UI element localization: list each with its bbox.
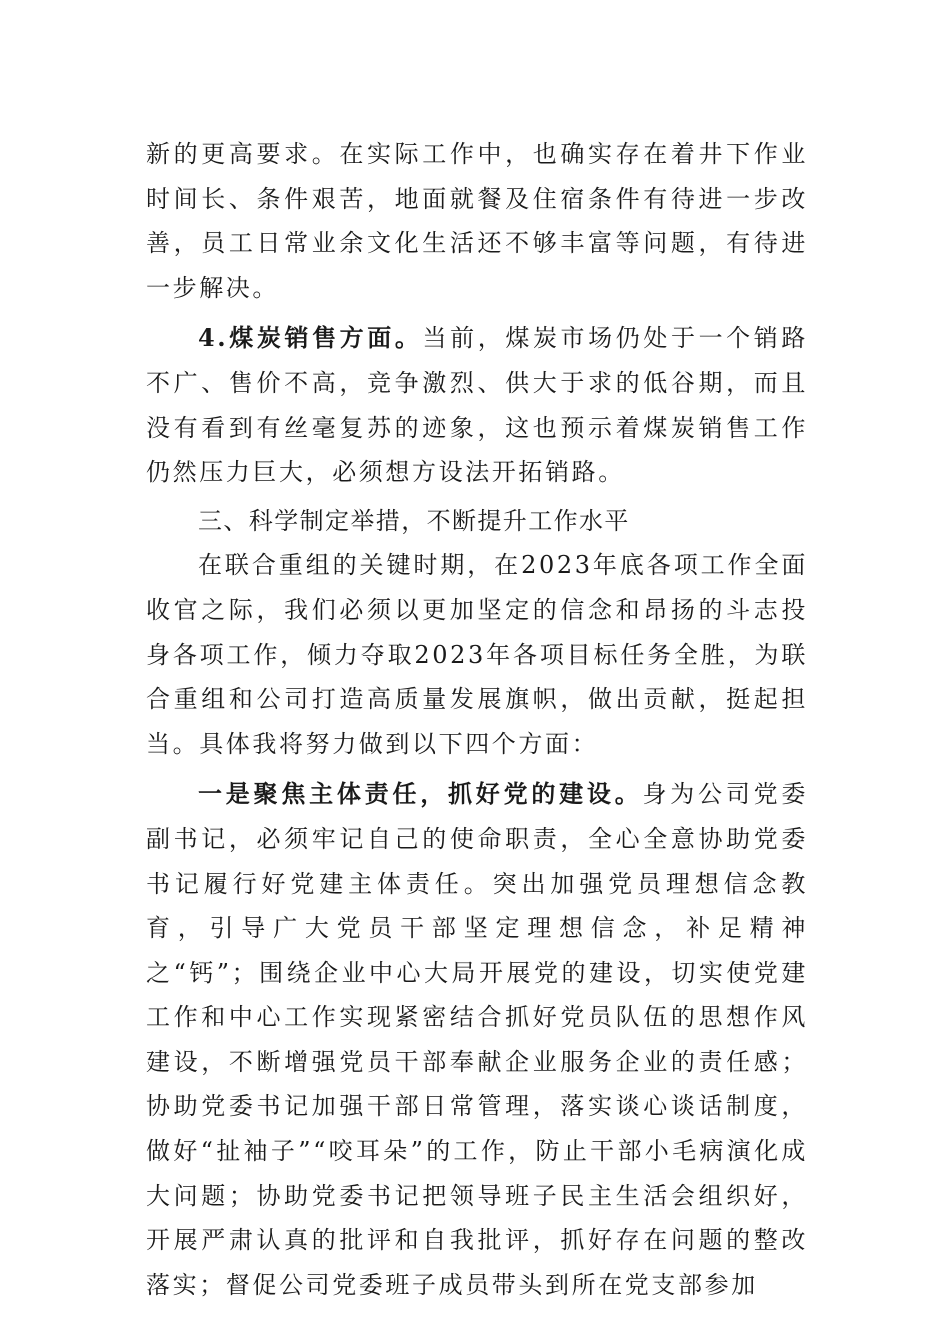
paragraph-restructuring: 在联合重组的关键时期，在2023年底各项工作全面收官之际，我们必须以更加坚定的信念和昂扬的斗志投身各项工作，倾力夺取2023年各项目标任务全胜，为联合重组和公司打造高质量发展旗帜，做出贡献，挺起担当。具体我将努力做到以下四个方面： xyxy=(146,551,808,758)
party-building-heading: 一是聚焦主体责任，抓好党的建设。 xyxy=(198,779,643,809)
paragraph-coal-sales xyxy=(146,316,808,494)
paragraph-party-building xyxy=(146,772,808,1307)
party-building-text: 身为公司党委副书记，必须牢记自己的使命职责，全心全意协助党委书记履行好党建主体责任。突出加强党员理想信念教育，引导广大党员干部坚定理想信念，补足精神之“钙”；围绕企业中心大局开展党的建设，切实使党建工作和中心工作实现紧密结合抓好党员队伍的思想作风建设，不断增强党员干部奉献企业服务企业的责任感；协助党委书记加强干部日常管理，落实谈心谈话制度，做好“扯袖子”“咬耳朵”的工作，防止干部小毛病演化成大问题；协助党委书记把领导班子民主生活会组织好，开展严肃认真的批评和自我批评，抓好存在问题的整改落实；督促公司党委班子成员带头到所在党支部参加 xyxy=(146,780,808,1299)
coal-sales-text: 当前，煤炭市场仍处于一个销路不广、售价不高，竞争激烈、供大于求的低谷期，而且没有看到有丝毫复苏的迹象，这也预示着煤炭销售工作仍然压力巨大，必须想方设法开拓销路。 xyxy=(146,324,808,487)
document-body xyxy=(146,132,808,1307)
section-heading-3: 三、科学制定举措，不断提升工作水平 xyxy=(198,506,630,535)
coal-sales-heading: 4.煤炭销售方面。 xyxy=(198,323,423,353)
paragraph-working-conditions: 新的更高要求。在实际工作中，也确实存在着井下作业时间长、条件艰苦，地面就餐及住宿条件有待进一步改善，员工日常业余文化生活还不够丰富等问题，有待进一步解决。 xyxy=(146,140,808,302)
